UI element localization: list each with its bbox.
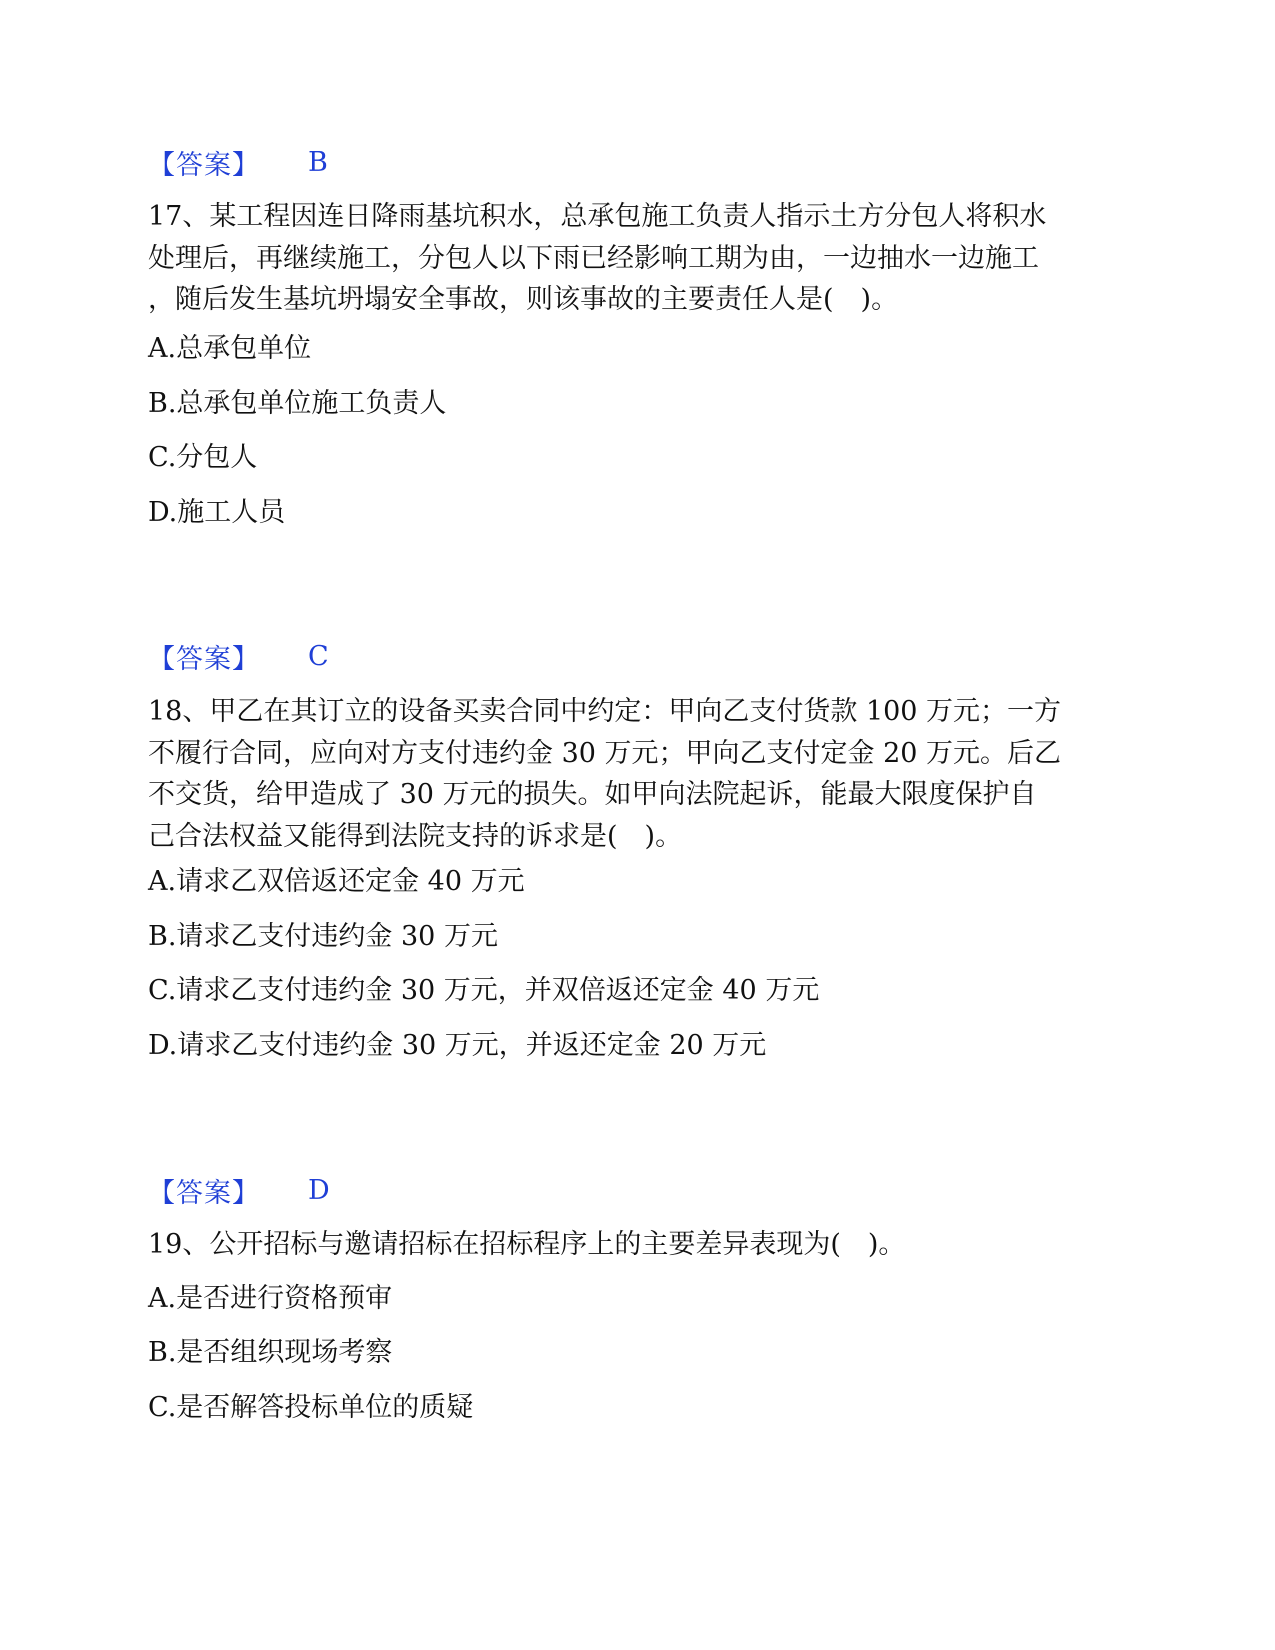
answer-value: C [308, 640, 329, 672]
answer-value: D [308, 1174, 330, 1206]
question-17-option-a: A.总承包单位 [148, 333, 312, 364]
question-19-option-a: A.是否进行资格预审 [148, 1283, 393, 1314]
answer-label: 【答案】 [148, 1177, 260, 1209]
question-19-text: 19、公开招标与邀请招标在招标程序上的主要差异表现为( )。 [148, 1229, 906, 1260]
question-18-option-a: A.请求乙双倍返还定金 40 万元 [148, 866, 525, 897]
question-17-option-d: D.施工人员 [148, 497, 286, 528]
answer-label: 【答案】 [148, 149, 260, 181]
question-17-text: 17、某工程因连日降雨基坑积水，总承包施工负责人指示土方分包人将积水 处理后，再继续施工，分包人以下雨已经影响工期为由，一边抽水一边施工 ，随后发生基坑坍塌安全事故，则该事故的主要责任人是( )。 [148, 201, 1047, 315]
question-17-option-c: C.分包人 [148, 442, 258, 473]
question-19-option-b: B.是否组织现场考察 [148, 1337, 393, 1368]
answer-value: B [308, 146, 328, 178]
answer-line [148, 1170, 330, 1210]
question-17-option-b: B.总承包单位施工负责人 [148, 388, 447, 419]
question-18-text: 18、甲乙在其订立的设备买卖合同中约定：甲向乙支付货款 100 万元；一方 不履行合同，应向对方支付违约金 30 万元；甲向乙支付定金 20 万元。后乙 不交货，给甲造成了 30 万元的损失。如甲向法院起诉，能最大限度保护自 己合法权益又能得到法院支持的诉求是( )。 [148, 696, 1062, 852]
answer-line [148, 142, 328, 182]
question-18-option-d: D.请求乙支付违约金 30 万元，并返还定金 20 万元 [148, 1030, 767, 1061]
answer-label: 【答案】 [148, 643, 260, 675]
answer-line [148, 636, 329, 676]
question-19-option-c: C.是否解答投标单位的质疑 [148, 1392, 474, 1423]
question-18-option-b: B.请求乙支付违约金 30 万元 [148, 921, 498, 952]
question-18-option-c: C.请求乙支付违约金 30 万元，并双倍返还定金 40 万元 [148, 975, 820, 1006]
